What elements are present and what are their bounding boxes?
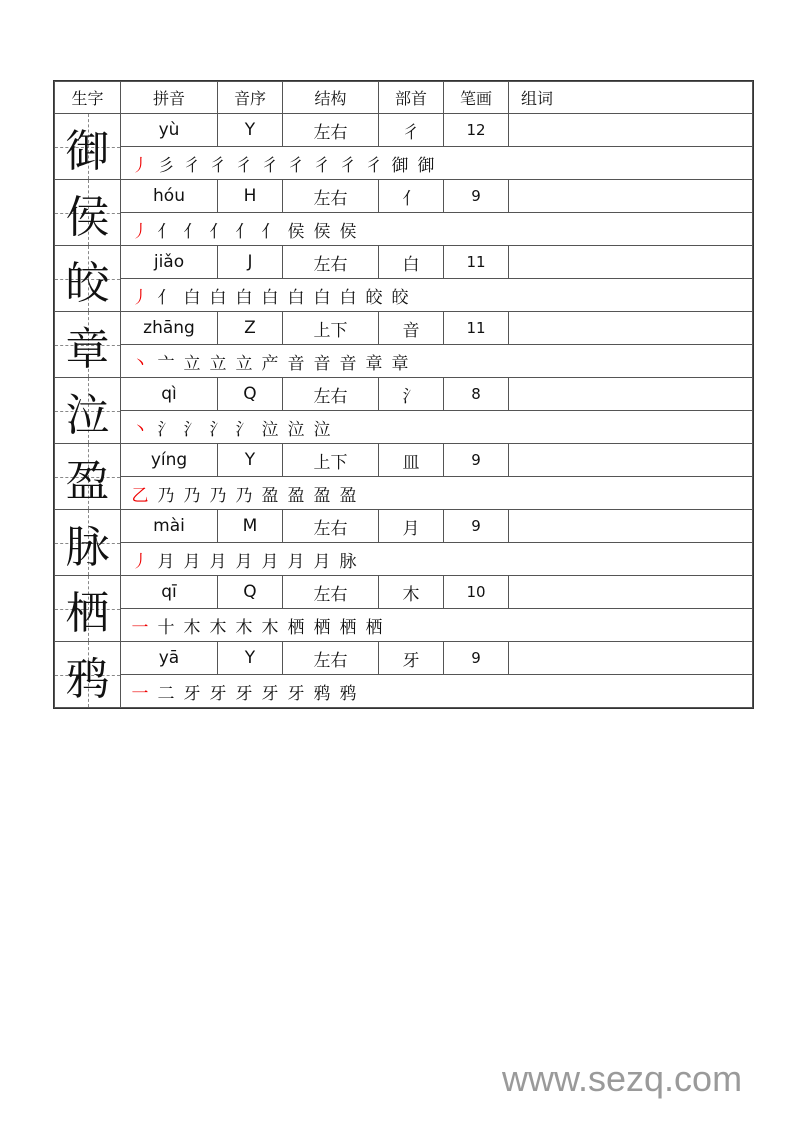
stroke-step: 一 xyxy=(131,617,149,638)
stroke-step: 彳 xyxy=(183,155,201,176)
character: 御 xyxy=(65,125,110,177)
stroke-step: 盈 xyxy=(313,485,331,506)
stroke-order-row xyxy=(55,411,753,444)
character: 脉 xyxy=(65,521,110,573)
pinyin-cell: mài xyxy=(121,510,218,543)
stroke-order-row xyxy=(55,147,753,180)
stroke-count-cell: 12 xyxy=(444,114,509,147)
stroke-count-cell: 11 xyxy=(444,312,509,345)
stroke-step: 十 xyxy=(157,617,175,638)
initial-cell: Y xyxy=(218,642,283,675)
stroke-step: 月 xyxy=(209,551,227,572)
structure-cell: 左右 xyxy=(283,180,379,213)
initial-cell: Y xyxy=(218,114,283,147)
stroke-step: 氵 xyxy=(157,419,175,440)
worksheet-table xyxy=(54,81,753,708)
character-cell xyxy=(55,576,121,642)
stroke-step: 立 xyxy=(235,353,253,374)
stroke-step: 音 xyxy=(339,353,357,374)
radical-cell: 月 xyxy=(379,510,444,543)
initial-cell: Q xyxy=(218,378,283,411)
stroke-step: 彳 xyxy=(235,155,253,176)
stroke-step: 月 xyxy=(313,551,331,572)
stroke-step: 白 xyxy=(183,287,201,308)
pinyin-cell: qì xyxy=(121,378,218,411)
stroke-step: 侯 xyxy=(339,221,357,242)
character-info-row xyxy=(55,114,753,147)
stroke-step: 木 xyxy=(209,617,227,638)
initial-cell: J xyxy=(218,246,283,279)
stroke-step: 白 xyxy=(235,287,253,308)
stroke-order-row xyxy=(55,609,753,642)
stroke-step: 白 xyxy=(313,287,331,308)
stroke-step: 牙 xyxy=(287,683,305,704)
stroke-step: 月 xyxy=(183,551,201,572)
words-cell[interactable] xyxy=(509,246,753,279)
stroke-step: 立 xyxy=(209,353,227,374)
character-worksheet xyxy=(53,80,754,709)
stroke-step: 鸦 xyxy=(313,683,331,704)
stroke-step: 侯 xyxy=(287,221,305,242)
stroke-count-cell: 10 xyxy=(444,576,509,609)
structure-cell: 上下 xyxy=(283,312,379,345)
stroke-step: 彳 xyxy=(209,155,227,176)
words-cell[interactable] xyxy=(509,510,753,543)
stroke-step: 白 xyxy=(287,287,305,308)
stroke-step: 丶 xyxy=(131,419,149,440)
stroke-order-cell xyxy=(121,345,753,378)
stroke-step: 木 xyxy=(235,617,253,638)
stroke-step: 产 xyxy=(261,353,279,374)
pinyin-cell: yù xyxy=(121,114,218,147)
stroke-step: 木 xyxy=(261,617,279,638)
stroke-count-cell: 8 xyxy=(444,378,509,411)
stroke-count-cell: 11 xyxy=(444,246,509,279)
stroke-step: 月 xyxy=(261,551,279,572)
header-structure: 结构 xyxy=(283,82,379,114)
structure-cell: 上下 xyxy=(283,444,379,477)
initial-cell: Z xyxy=(218,312,283,345)
radical-cell: 彳 xyxy=(379,114,444,147)
character-info-row xyxy=(55,642,753,675)
initial-cell: H xyxy=(218,180,283,213)
header-row xyxy=(55,82,753,114)
stroke-order-cell xyxy=(121,477,753,510)
stroke-step: 乃 xyxy=(209,485,227,506)
stroke-step: 音 xyxy=(313,353,331,374)
stroke-step: 氵 xyxy=(209,419,227,440)
stroke-step: 白 xyxy=(261,287,279,308)
stroke-step: 栖 xyxy=(365,617,383,638)
header-pinyin: 拼音 xyxy=(121,82,218,114)
stroke-step: 栖 xyxy=(339,617,357,638)
words-cell[interactable] xyxy=(509,444,753,477)
character-cell xyxy=(55,444,121,510)
stroke-step: 月 xyxy=(235,551,253,572)
character: 栖 xyxy=(65,587,110,639)
character: 鸦 xyxy=(65,653,110,705)
stroke-step: 乙 xyxy=(131,485,149,506)
stroke-step: 亻 xyxy=(235,221,253,242)
stroke-order-cell xyxy=(121,147,753,180)
stroke-step: 亻 xyxy=(261,221,279,242)
stroke-step: 彳 xyxy=(365,155,383,176)
structure-cell: 左右 xyxy=(283,246,379,279)
stroke-step: 白 xyxy=(209,287,227,308)
radical-cell: 氵 xyxy=(379,378,444,411)
radical-cell: 音 xyxy=(379,312,444,345)
character: 皎 xyxy=(65,257,110,309)
stroke-step: 泣 xyxy=(287,419,305,440)
header-initial: 音序 xyxy=(218,82,283,114)
words-cell[interactable] xyxy=(509,576,753,609)
stroke-step: 月 xyxy=(157,551,175,572)
stroke-step: 亻 xyxy=(157,287,175,308)
character: 盈 xyxy=(65,455,110,507)
stroke-step: 栖 xyxy=(313,617,331,638)
stroke-step: 彳 xyxy=(339,155,357,176)
stroke-order-cell xyxy=(121,675,753,708)
stroke-step: 脉 xyxy=(339,551,357,572)
stroke-step: 栖 xyxy=(287,617,305,638)
structure-cell: 左右 xyxy=(283,510,379,543)
initial-cell: Y xyxy=(218,444,283,477)
stroke-step: 章 xyxy=(391,353,409,374)
radical-cell: 木 xyxy=(379,576,444,609)
stroke-step: 丶 xyxy=(131,353,149,374)
character-cell xyxy=(55,180,121,246)
words-cell[interactable] xyxy=(509,378,753,411)
stroke-count-cell: 9 xyxy=(444,510,509,543)
stroke-order-row xyxy=(55,213,753,246)
structure-cell: 左右 xyxy=(283,576,379,609)
radical-cell: 皿 xyxy=(379,444,444,477)
stroke-step: 泣 xyxy=(313,419,331,440)
stroke-order-cell xyxy=(121,279,753,312)
stroke-step: 音 xyxy=(287,353,305,374)
structure-cell: 左右 xyxy=(283,378,379,411)
stroke-step: 一 xyxy=(131,683,149,704)
words-cell[interactable] xyxy=(509,642,753,675)
stroke-order-cell xyxy=(121,411,753,444)
stroke-step: 章 xyxy=(365,353,383,374)
character-cell xyxy=(55,642,121,708)
header-radical: 部首 xyxy=(379,82,444,114)
stroke-step: 乃 xyxy=(183,485,201,506)
character-cell xyxy=(55,378,121,444)
watermark: www.sezq.com xyxy=(502,1058,743,1099)
initial-cell: Q xyxy=(218,576,283,609)
stroke-step: 氵 xyxy=(183,419,201,440)
stroke-step: 皎 xyxy=(391,287,409,308)
stroke-step: 牙 xyxy=(209,683,227,704)
stroke-order-row xyxy=(55,345,753,378)
character: 章 xyxy=(65,323,110,375)
structure-cell: 左右 xyxy=(283,114,379,147)
initial-cell: M xyxy=(218,510,283,543)
stroke-order-row xyxy=(55,477,753,510)
stroke-step: 皎 xyxy=(365,287,383,308)
pinyin-cell: jiǎo xyxy=(121,246,218,279)
structure-cell: 左右 xyxy=(283,642,379,675)
stroke-order-row xyxy=(55,279,753,312)
character-info-row xyxy=(55,444,753,477)
stroke-step: 立 xyxy=(183,353,201,374)
stroke-count-cell: 9 xyxy=(444,642,509,675)
header-words: 组词 xyxy=(509,82,753,114)
stroke-step: 牙 xyxy=(183,683,201,704)
stroke-order-cell xyxy=(121,543,753,576)
stroke-count-cell: 9 xyxy=(444,444,509,477)
pinyin-cell: zhāng xyxy=(121,312,218,345)
stroke-order-row xyxy=(55,675,753,708)
character-cell xyxy=(55,312,121,378)
stroke-step: 鸦 xyxy=(339,683,357,704)
pinyin-cell: yíng xyxy=(121,444,218,477)
pinyin-cell: qī xyxy=(121,576,218,609)
stroke-step: 彡 xyxy=(157,155,175,176)
character-cell xyxy=(55,114,121,180)
radical-cell: 白 xyxy=(379,246,444,279)
stroke-step: 亻 xyxy=(183,221,201,242)
stroke-step: 二 xyxy=(157,683,175,704)
stroke-step: 泣 xyxy=(261,419,279,440)
stroke-step: 丿 xyxy=(131,551,149,572)
words-cell[interactable] xyxy=(509,180,753,213)
stroke-step: 盈 xyxy=(261,485,279,506)
stroke-step: 乃 xyxy=(235,485,253,506)
radical-cell: 牙 xyxy=(379,642,444,675)
stroke-step: 彳 xyxy=(261,155,279,176)
stroke-step: 木 xyxy=(183,617,201,638)
character: 泣 xyxy=(65,389,110,441)
stroke-step: 亻 xyxy=(209,221,227,242)
character-info-row xyxy=(55,246,753,279)
radical-cell: 亻 xyxy=(379,180,444,213)
header-character: 生字 xyxy=(55,82,121,114)
stroke-step: 盈 xyxy=(339,485,357,506)
pinyin-cell: hóu xyxy=(121,180,218,213)
stroke-order-cell xyxy=(121,213,753,246)
character-info-row xyxy=(55,312,753,345)
character-info-row xyxy=(55,576,753,609)
stroke-count-cell: 9 xyxy=(444,180,509,213)
stroke-step: 侯 xyxy=(313,221,331,242)
stroke-step: 丿 xyxy=(131,221,149,242)
character: 侯 xyxy=(65,191,110,243)
stroke-step: 御 xyxy=(417,155,435,176)
stroke-step: 彳 xyxy=(287,155,305,176)
stroke-step: 白 xyxy=(339,287,357,308)
character-info-row xyxy=(55,510,753,543)
stroke-step: 丿 xyxy=(131,287,149,308)
words-cell[interactable] xyxy=(509,114,753,147)
stroke-step: 牙 xyxy=(235,683,253,704)
stroke-step: 月 xyxy=(287,551,305,572)
stroke-step: 乃 xyxy=(157,485,175,506)
pinyin-cell: yā xyxy=(121,642,218,675)
stroke-step: 氵 xyxy=(235,419,253,440)
stroke-step: 盈 xyxy=(287,485,305,506)
character-info-row xyxy=(55,180,753,213)
character-info-row xyxy=(55,378,753,411)
words-cell[interactable] xyxy=(509,312,753,345)
stroke-step: 彳 xyxy=(313,155,331,176)
header-strokes: 笔画 xyxy=(444,82,509,114)
stroke-step: 亠 xyxy=(157,353,175,374)
stroke-step: 丿 xyxy=(131,155,149,176)
stroke-order-row xyxy=(55,543,753,576)
character-cell xyxy=(55,510,121,576)
stroke-step: 御 xyxy=(391,155,409,176)
stroke-step: 亻 xyxy=(157,221,175,242)
character-cell xyxy=(55,246,121,312)
stroke-step: 牙 xyxy=(261,683,279,704)
stroke-order-cell xyxy=(121,609,753,642)
